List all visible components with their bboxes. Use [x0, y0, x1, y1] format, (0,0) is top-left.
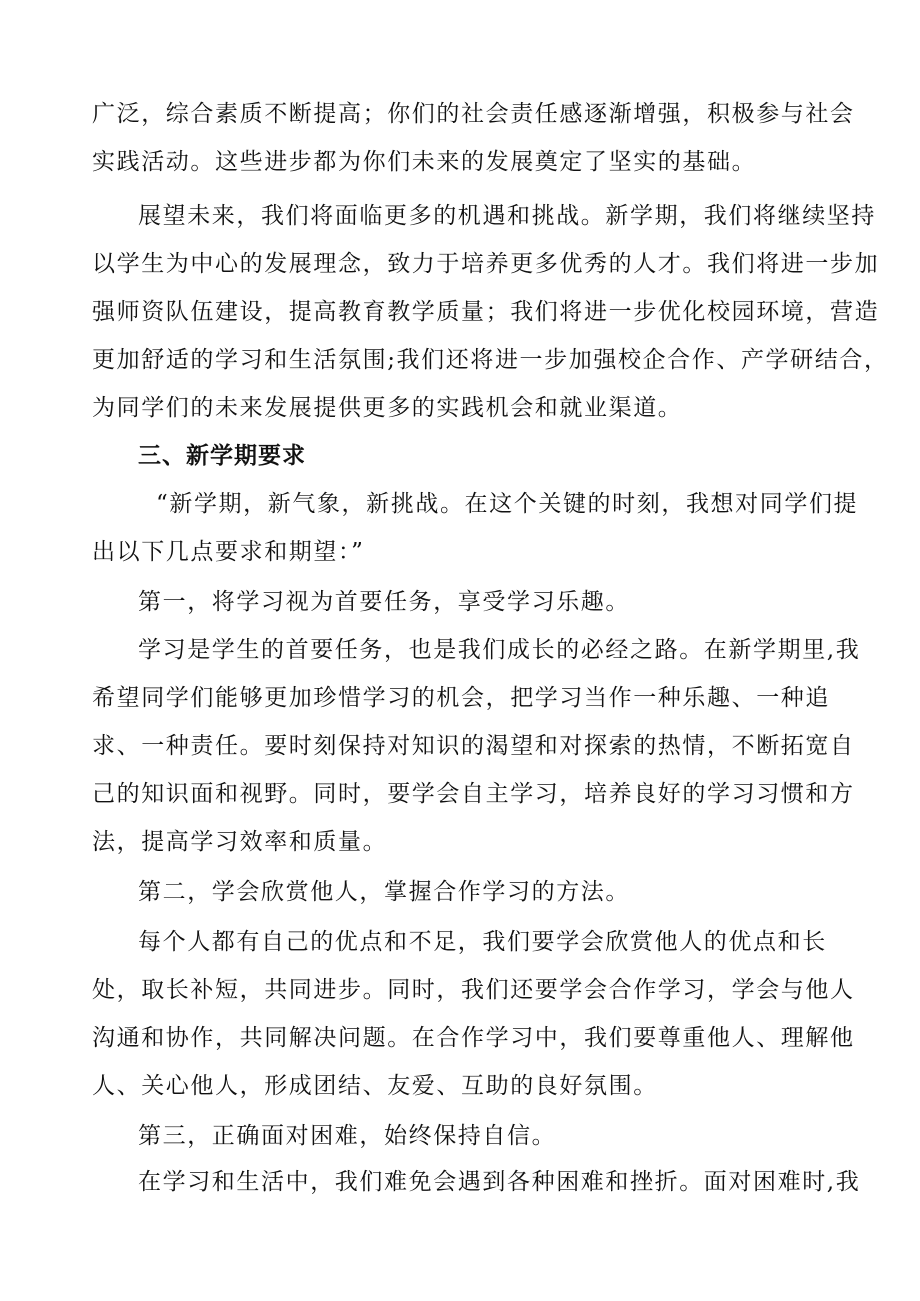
paragraph-line: “新学期，新气象，新挑战。在这个关键的时刻，我想对同学们提 [156, 491, 859, 517]
paragraph-line: 学习是学生的首要任务，也是我们成长的必经之路。在新学期里,我 [138, 637, 861, 663]
paragraph-line: 每个人都有自己的优点和不足，我们要学会欣赏他人的优点和长 [138, 929, 827, 955]
paragraph-line: 处，取长补短，共同进步。同时，我们还要学会合作学习，学会与他人 [92, 977, 855, 1003]
paragraph-line: 出以下几点要求和期望：” [92, 539, 365, 565]
section-heading: 三、新学期要求 [138, 443, 306, 469]
paragraph-line: 为同学们的未来发展提供更多的实践机会和就业渠道。 [92, 395, 683, 421]
paragraph-line: 更加舒适的学习和生活氛围;我们还将进一步加强校企合作、产学研结合， [92, 347, 889, 373]
paragraph-line: 人、关心他人，形成团结、友爱、互助的良好氛围。 [92, 1073, 658, 1099]
paragraph-line: 法，提高学习效率和质量。 [92, 829, 388, 855]
paragraph-line: 沟通和协作，共同解决问题。在合作学习中，我们要尊重他人、理解他 [92, 1025, 855, 1051]
subheading-line: 第二，学会欣赏他人，掌握合作学习的方法。 [138, 879, 630, 905]
paragraph-line: 在学习和生活中，我们难免会遇到各种困难和挫折。面对困难时,我 [138, 1169, 861, 1195]
paragraph-line: 求、一种责任。要时刻保持对知识的渴望和对探索的热情，不断拓宽自 [92, 733, 855, 759]
paragraph-line: 实践活动。这些进步都为你们未来的发展奠定了坚实的基础。 [92, 149, 757, 175]
paragraph-line: 希望同学们能够更加珍惜学习的机会，把学习当作一种乐趣、一种追 [92, 685, 830, 711]
subheading-line: 第三，正确面对困难，始终保持自信。 [138, 1123, 557, 1149]
paragraph-line: 广泛，综合素质不断提高；你们的社会责任感逐渐增强，积极参与社会 [92, 101, 855, 127]
paragraph-line: 强师资队伍建设，提高教育教学质量；我们将进一步优化校园环境，营造 [92, 299, 880, 325]
paragraph-line: 展望未来，我们将面临更多的机遇和挑战。新学期，我们将继续坚持 [138, 203, 876, 229]
paragraph-line: 以学生为中心的发展理念，致力于培养更多优秀的人才。我们将进一步加 [92, 251, 880, 277]
paragraph-line: 己的知识面和视野。同时，要学会自主学习，培养良好的学习习惯和方 [92, 781, 855, 807]
subheading-line: 第一，将学习视为首要任务，享受学习乐趣。 [138, 589, 630, 615]
